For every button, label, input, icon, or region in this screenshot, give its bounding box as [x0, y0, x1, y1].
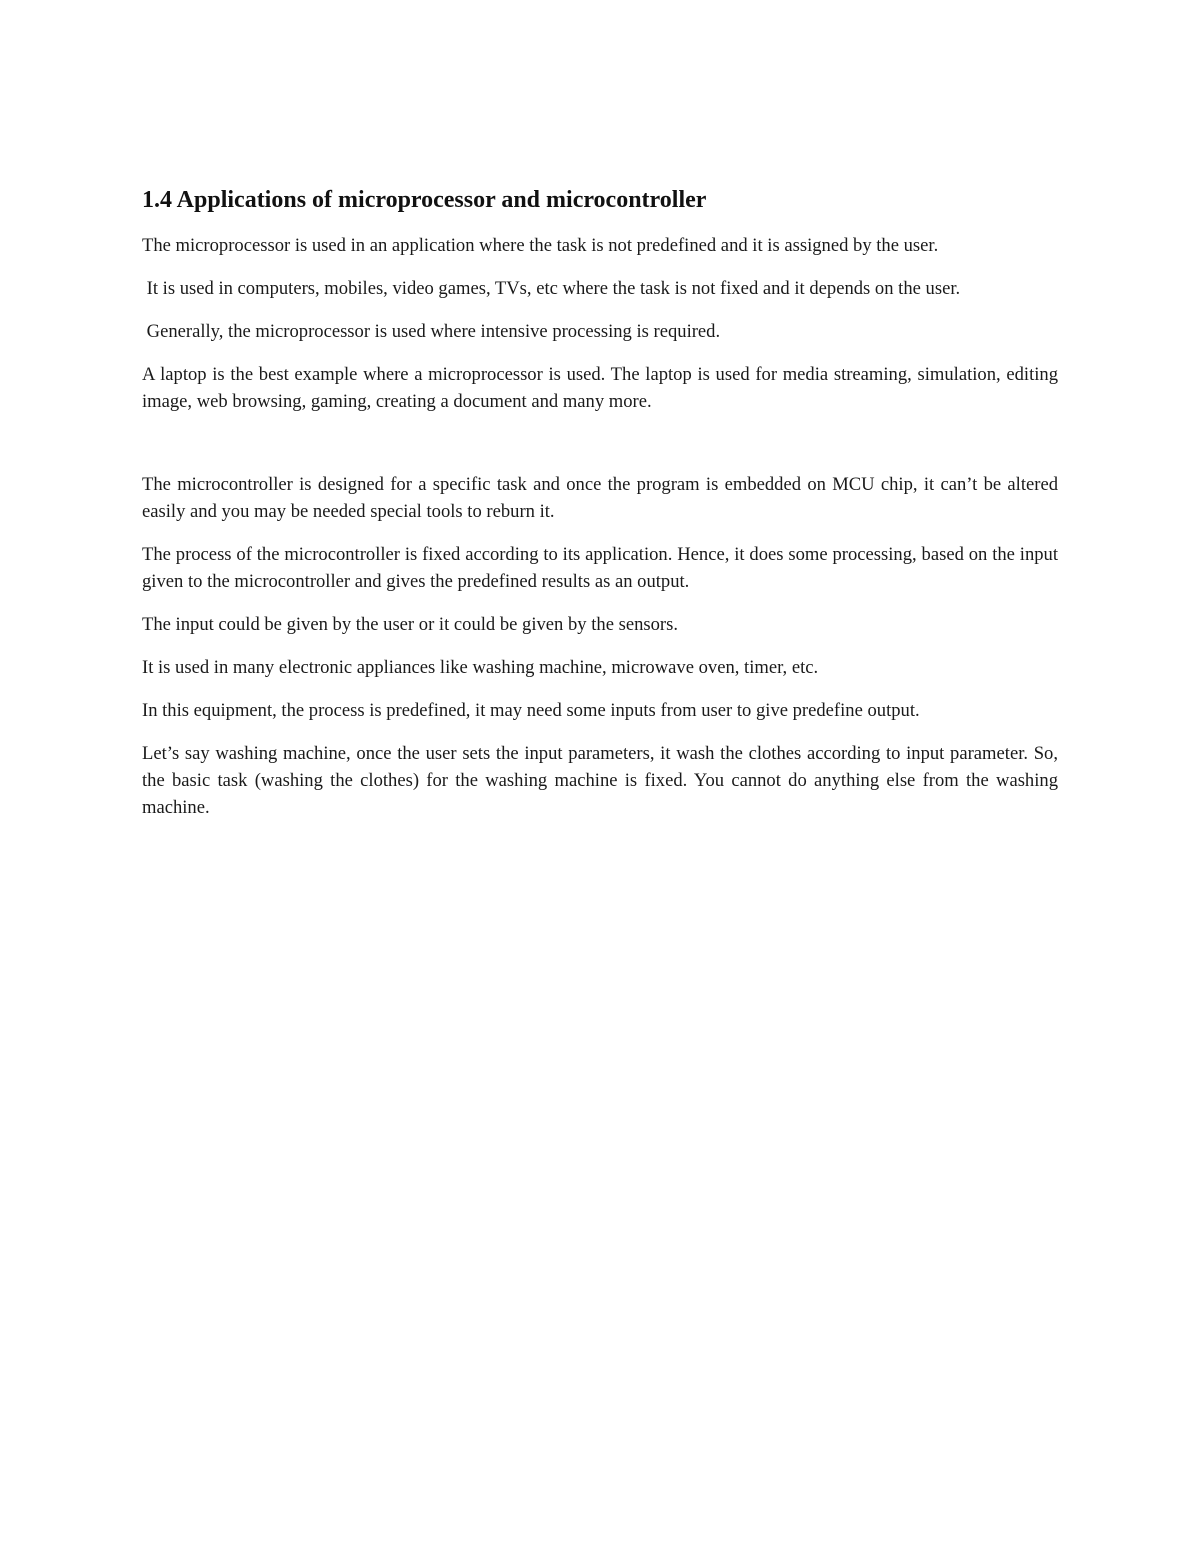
section-spacer [142, 431, 1058, 471]
paragraph-microprocessor-uses: It is used in computers, mobiles, video games, TVs, etc where the task is not fixed and it depends on the user. [142, 278, 961, 299]
paragraph-microcontroller-appliances: It is used in many electronic appliances like washing machine, microwave oven, timer, etc. [142, 657, 819, 678]
paragraph-washing-machine-example: Let’s say washing machine, once the user sets the input parameters, it wash the clothes according to input parameter. So, the basic task (washing the clothes) for the washing machine is fixed. You cannot do anything else from the washing machine. [142, 743, 1063, 818]
paragraph-microcontroller-input: The input could be given by the user or it could be given by the sensors. [142, 614, 679, 635]
paragraph-microprocessor-task: The microprocessor is used in an application where the task is not predefined and it is assigned by the user. [142, 235, 939, 256]
section-heading: 1.4 Applications of microprocessor and microcontroller [142, 187, 707, 213]
paragraph-microcontroller-equipment: In this equipment, the process is predefined, it may need some inputs from user to give predefine output. [142, 700, 920, 721]
paragraph-laptop-example: A laptop is the best example where a microprocessor is used. The laptop is used for media streaming, simulation, editing image, web browsing, gaming, creating a document and many more. [142, 364, 1063, 412]
paragraph-microcontroller-design: The microcontroller is designed for a specific task and once the program is embedded on MCU chip, it can’t be altered easily and you may be needed special tools to reburn it. [142, 474, 1063, 522]
document-body [142, 184, 1063, 837]
paragraph-microprocessor-processing: Generally, the microprocessor is used where intensive processing is required. [142, 321, 721, 342]
paragraph-microcontroller-process: The process of the microcontroller is fixed according to its application. Hence, it does some processing, based on the input given to the microcontroller and gives the predefined results as an output. [142, 544, 1063, 592]
